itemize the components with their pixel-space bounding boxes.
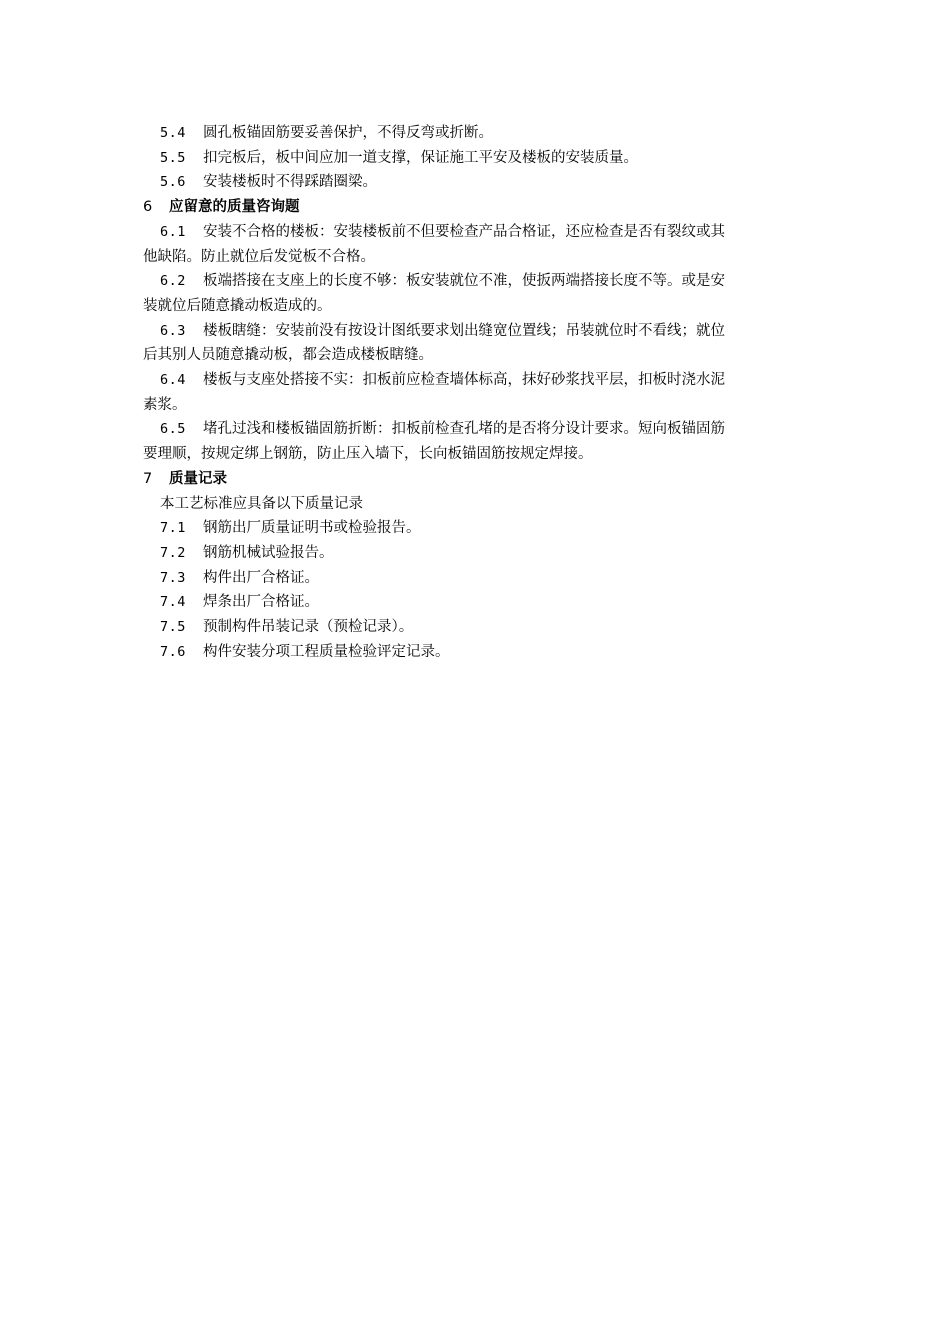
list-item [143,516,808,541]
item-text-line1: 堵孔过浅和楼板锚固筋折断：扣板前检查孔堵的是否将分设计要求。短向板锚固筋 [203,421,725,438]
item-text-line1: 楼板瞎缝：安装前没有按设计图纸要求划出缝宽位置线；吊装就位时不看线；就位 [203,322,725,339]
item-text: 焊条出厂合格证。 [203,594,319,611]
list-item [143,417,808,466]
item-number: 6.5 [160,421,186,438]
item-text-line2: 素浆。 [143,396,187,413]
item-text: 安装楼板时不得踩踏圈梁。 [203,174,377,191]
item-text-line2: 他缺陷。防止就位后发觉板不合格。 [143,248,375,265]
item-number: 6.3 [160,322,186,339]
list-item [143,541,808,566]
item-number: 7.5 [160,619,186,636]
list-item [143,170,808,195]
item-number: 5.6 [160,174,186,191]
item-number: 5.4 [160,125,186,141]
list-item [143,319,808,368]
section-number: 6 [143,199,153,216]
item-text: 预制构件吊装记录（预检记录）。 [203,619,414,636]
document-page [143,121,808,664]
item-text-line2: 要理顺，按规定绑上钢筋，防止压入墙下，长向板锚固筋按规定焊接。 [143,446,593,463]
item-text: 钢筋机械试验报告。 [203,544,334,561]
list-item [143,146,808,171]
list-item [143,121,808,146]
section-number: 7 [143,470,153,487]
item-text: 钢筋出厂质量证明书或检验报告。 [203,520,421,537]
item-text: 构件出厂合格证。 [203,569,319,586]
item-number: 5.5 [160,149,186,166]
item-number: 6.4 [160,372,186,389]
section-heading [143,195,808,220]
item-number: 7.4 [160,594,186,611]
list-item [143,615,808,640]
item-number: 7.3 [160,569,186,586]
list-item [143,368,808,417]
list-item [143,566,808,591]
list-item [143,220,808,269]
item-text-line2: 后其别人员随意撬动板，都会造成楼板瞎缝。 [143,347,433,364]
section-heading [143,467,808,492]
item-number: 7.2 [160,544,186,561]
item-text-line1: 楼板与支座处搭接不实：扣板前应检查墙体标高，抹好砂浆找平层，扣板时浇水泥 [203,372,725,389]
item-number: 6.1 [160,223,186,240]
item-text: 构件安装分项工程质量检验评定记录。 [203,643,450,660]
list-item [143,640,808,665]
section-title: 应留意的质量咨询题 [169,199,300,216]
list-item [143,269,808,318]
list-item [143,590,808,615]
item-text-line1: 安装不合格的楼板：安装楼板前不但要检查产品合格证，还应检查是否有裂纹或其 [203,223,725,240]
item-text: 扣完板后，板中间应加一道支撑，保证施工平安及楼板的安装质量。 [203,149,638,166]
item-number: 6.2 [160,273,186,290]
section-title: 质量记录 [169,470,227,487]
section-intro: 本工艺标准应具备以下质量记录 [160,495,363,512]
item-number: 7.1 [160,520,186,537]
item-text-line2: 装就位后随意撬动板造成的。 [143,297,332,314]
item-text: 圆孔板锚固筋要妥善保护，不得反弯或折断。 [203,125,493,141]
item-number: 7.6 [160,643,186,660]
item-text-line1: 板端搭接在支座上的长度不够：板安装就位不准，使扳两端搭接长度不等。或是安 [203,273,725,290]
